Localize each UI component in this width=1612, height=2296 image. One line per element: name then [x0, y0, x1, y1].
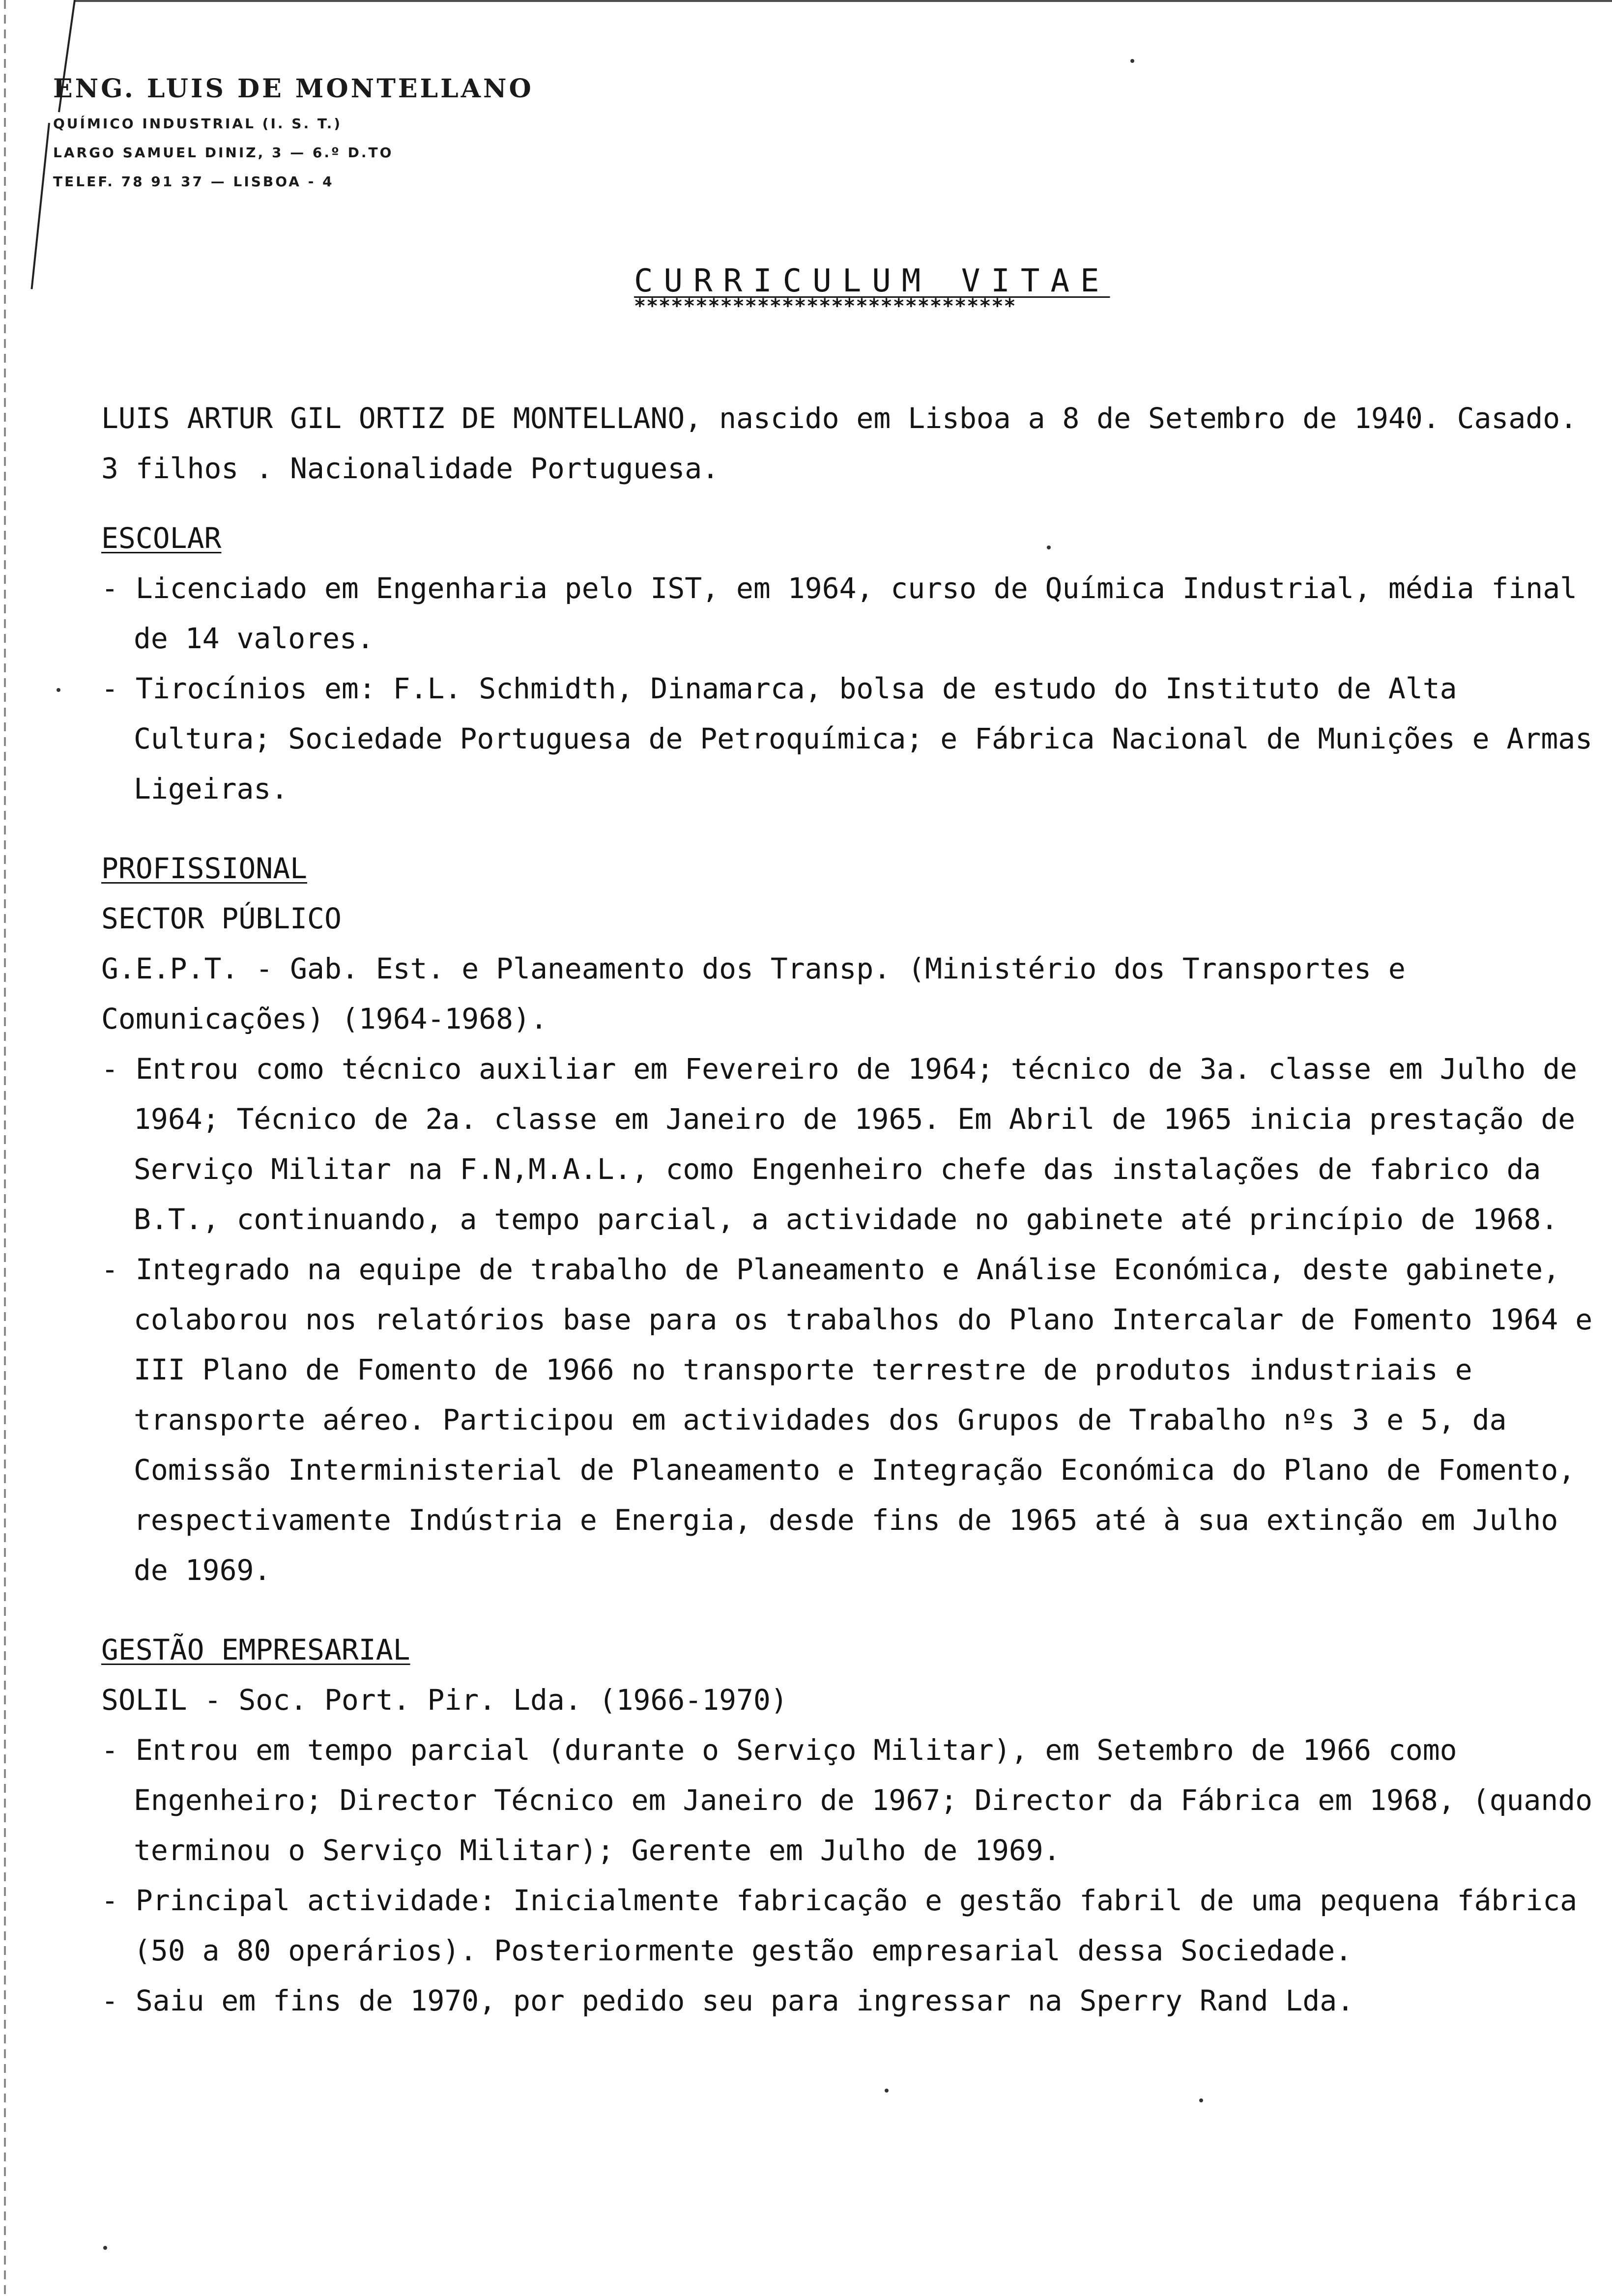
subsection-sector-publico: SECTOR PÚBLICO	[101, 902, 342, 935]
title-star-underline: *******************************	[634, 295, 1016, 317]
employer-gept: G.E.P.T. - Gab. Est. e Planeamento dos Transp. (Ministério dos Transportes e Comunicações) (1964-1968).	[101, 952, 1406, 1035]
scan-speck	[57, 688, 60, 692]
scan-speck	[1047, 545, 1051, 549]
section-heading-profissional: PROFISSIONAL	[101, 852, 308, 885]
document-body	[101, 393, 1600, 2026]
gestao-item: - Principal actividade: Inicialmente fabricação e gestão fabril de uma pequena fábrica (50 a 80 operários). Posteriormente gestão empresarial dessa Sociedade.	[101, 1884, 1578, 1967]
margin-line-middle	[30, 123, 50, 289]
top-edge-line	[74, 0, 1612, 2]
scan-speck	[1130, 59, 1134, 63]
employer-solil: SOLIL - Soc. Port. Pir. Lda. (1966-1970)	[101, 1683, 788, 1717]
escolar-item: - Licenciado em Engenharia pelo IST, em 1964, curso de Química Industrial, média final de 14 valores.	[101, 572, 1578, 655]
left-edge-marks	[4, 0, 6, 2296]
document-title: CURRICULUM VITAE	[634, 263, 1110, 299]
intro-line-2: 3 filhos . Nacionalidade Portuguesa.	[101, 452, 720, 485]
gestao-item: - Saiu em fins de 1970, por pedido seu para ingressar na Sperry Rand Lda.	[101, 1984, 1354, 2017]
section-heading-escolar: ESCOLAR	[101, 521, 222, 555]
profissional-item: - Integrado na equipe de trabalho de Planeamento e Análise Económica, deste gabinete, colaborou nos relatórios base para os trabalhos do Plano Intercalar de Fomento 1964 e III Plano de Fomento de 1966 no transporte terrestre de produtos industriais e transporte aéreo. Participou em actividades dos Grupos de Trabalho nºs 3 e 5, da Comissão Interministerial de Planeamento e Integração Económica do Plano de Fomento, respectivamente Indústria e Energia, desde fins de 1965 até à sua extinção em Julho de 1969.	[101, 1253, 1593, 1587]
profissional-item: - Entrou como técnico auxiliar em Fevereiro de 1964; técnico de 3a. classe em Julho de 1964; Técnico de 2a. classe em Janeiro de 1965. Em Abril de 1965 inicia prestação de Serviço Militar na F.N,M.A.L., como Engenheiro chefe das instalações de fabrico da B.T., continuando, a tempo parcial, a actividade no gabinete até princípio de 1968.	[101, 1052, 1578, 1236]
letterhead	[53, 74, 534, 202]
letterhead-title: QUÍMICO INDUSTRIAL (I. S. T.)	[53, 115, 343, 132]
letterhead-name: ENG. LUIS DE MONTELLANO	[53, 74, 534, 104]
scan-speck	[103, 2246, 107, 2250]
scan-speck	[1199, 2098, 1203, 2102]
gestao-item: - Entrou em tempo parcial (durante o Serviço Militar), em Setembro de 1966 como Engenheiro; Director Técnico em Janeiro de 1967; Director da Fábrica em 1968, (quando terminou o Serviço Militar); Gerente em Julho de 1969.	[101, 1733, 1593, 1867]
intro-line-1: LUIS ARTUR GIL ORTIZ DE MONTELLANO, nascido em Lisboa a 8 de Setembro de 1940. Casado.	[101, 402, 1578, 435]
scan-speck	[885, 2089, 889, 2093]
letterhead-address: LARGO SAMUEL DINIZ, 3 — 6.º D.TO	[53, 144, 394, 161]
escolar-item: - Tirocínios em: F.L. Schmidth, Dinamarca, bolsa de estudo do Instituto de Alta Cultura; Sociedade Portuguesa de Petroquímica; e Fábrica Nacional de Munições e Armas Ligeiras.	[101, 672, 1593, 805]
letterhead-phone: TELEF. 78 91 37 — LISBOA - 4	[53, 173, 334, 190]
section-heading-gestao: GESTÃO EMPRESARIAL	[101, 1633, 410, 1666]
